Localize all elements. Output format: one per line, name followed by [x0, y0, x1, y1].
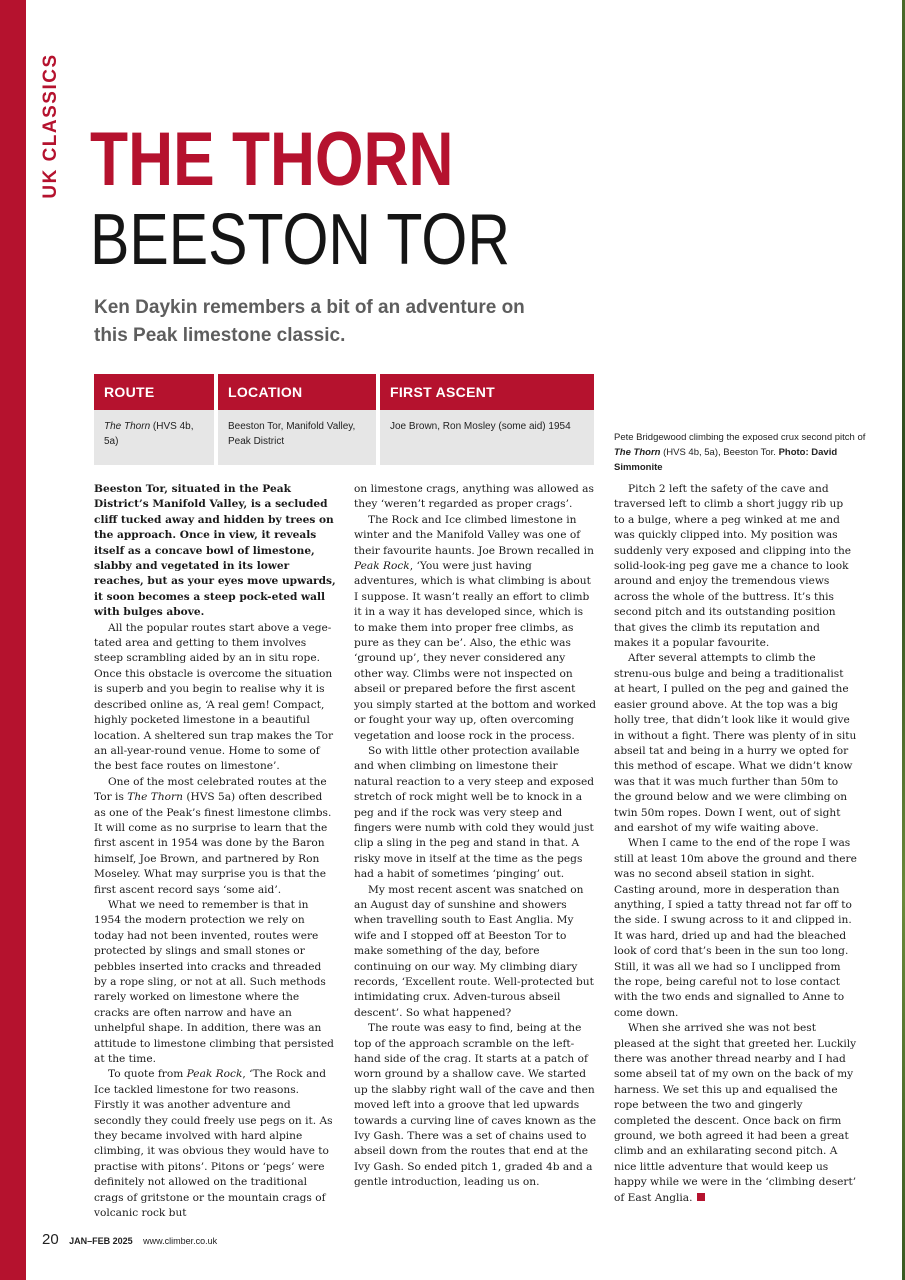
cell-route [94, 410, 214, 465]
body-paragraph: After several attempts to climb the strenu-ous bulge and being a traditionalist at heart, I pulled on the peg and gained the easier ground above. At the top was a big holly tree, that didn’t look like it would give in without a fight. There was plenty of in situ abseil tat and being in a hurry we opted for this method of escape. What we didn’t know was that it was much further than 50m to the ground below and we were climbing on twin 50m ropes. Down I went, out of sight and earshot of my wife waiting above. [614, 652, 857, 834]
body-paragraph: When I came to the end of the rope I was still at least 10m above the ground and there was no second abseil station in sight. Casting around, more in desperation than anything, I spied a tatty thread not far off to the side. I swung across to it and clipped in. It was hard, dried up and had the bleached look of cord that’s been in the sun too long. Still, it was all we had so I unclipped from the rope, being careful not to lose contact with the two ends and signalled to Anne to come down. [614, 837, 857, 1019]
body-column-2 [354, 482, 597, 1191]
section-label: UK CLASSICS [40, 53, 61, 199]
body-column-1 [94, 482, 337, 1222]
website-url: www.climber.co.uk [143, 1236, 218, 1246]
body-paragraph: on limestone crags, anything was allowed as they ‘weren’t regarded as proper crags’. [354, 483, 594, 511]
cell-first-ascent: Joe Brown, Ron Mosley (some aid) 1954 [380, 410, 594, 465]
body-paragraph: The Rock and Ice climbed limestone in winter and the Manifold Valley was one of their favourite haunts. Joe Brown recalled in Peak Rock, ‘You were just having adventures, which is what climbing is about I suppose. It wasn’t really an effort to climb it in a way it has developed since, which is to make them into proper free climbs, as pure as they can be’. Also, the ethic was ‘ground up’, they never considered any other way. Climbs were not inspected on abseil or prepared before the first ascent you simply started at the bottom and worked or fought your way up, often overcoming vegetation and loose rock in the process. [354, 513, 597, 742]
body-column-3 [614, 482, 857, 1206]
body-paragraph: All the popular routes start above a vege-tated area and getting to them involves steep scrambling aided by an in situ rope. Once this obstacle is overcome the situation is superb and you begin to realise why it is described online as, ‘A real gem! Compact, highly pocketed limestone in a beautiful location. A sheltered sun trap makes the Tor an all-year-round venue. Home to some of the best face routes on limestone’. [94, 621, 334, 773]
header-location: LOCATION [218, 374, 376, 410]
end-mark-icon [697, 1193, 705, 1201]
cell-location: Beeston Tor, Manifold Valley, Peak District [218, 410, 376, 465]
body-paragraph: My most recent ascent was snatched on an August day of sunshine and showers when travelling south to East Anglia. My wife and I stopped off at Beeston Tor to make something of the day, before continuing on our way. My climbing diary records, ‘Excellent route. Well-protected but intimidating crux. Adven-turous abseil descent’. So what happened? [354, 883, 594, 1019]
issue-date: JAN–FEB 2025 [69, 1236, 133, 1246]
section-color-bar [0, 0, 26, 1280]
body-paragraph: What we need to remember is that in 1954 the modern protection we rely on today had not been invented, routes were protected by slings and small stones or pebbles inserted into cracks and threaded by a rope sling, or not at all. Such methods rarely worked on limestone where the cracks are often narrow and have an unhelpful shape. In addition, there was an attitude to limestone climbing that persisted at the time. [94, 898, 334, 1066]
standfirst: Ken Daykin remembers a bit of an adventure on this Peak limestone classic. [94, 297, 525, 346]
body-paragraph: The route was easy to find, being at the top of the approach scramble on the left-hand side of the crag. It starts at a patch of worn ground by a shallow cave. We started up the slabby right wall of the cave and then moved left into a groove that led upwards towards a curving line of caves known as the Ivy Gash. There was a set of chains used to abseil down from the routes that end at the Ivy Gash. So ended pitch 1, graded 4b and a gentle introduction, leading us on. [354, 1022, 597, 1189]
body-paragraph: So with little other protection available and when climbing on limestone their natural reaction to a very steep and exposed stretch of rock might well be to knock in a peg and if the rock was very steep and fingers were numb with cold they would just clip a sling in the peg and stand in that. A risky move in itself at the time as the pegs had a habit of sometimes ‘pinging’ out. [354, 744, 595, 881]
caption-lead: Pete Bridgewood climbing the exposed crux second pitch of [614, 432, 866, 443]
body-paragraph: Pitch 2 left the safety of the cave and traversed left to climb a short juggy rib up to a bulge, where a peg winked at me and was quickly clipped into. My position was suddenly very exposed and clipping into the solid-look-ing peg gave me a chance to look around and enjoy the tremendous views across the whole of the buttress. It’s this second pitch and its outstanding position that gives the climb its reputation and makes it a popular favourite. [614, 483, 852, 650]
body-paragraph: To quote from Peak Rock, ‘The Rock and Ice tackled limestone for two reasons. Firstly it was another adventure and secondly they could freely use pegs on it. As they became involved with hard alpine climbing, it was obvious they would have to practise with pitons’. Pitons or ‘pegs’ were definitely not allowed on the traditional crags of gritstone or the mountain crags of volcanic rock but [94, 1068, 333, 1220]
header-first-ascent: FIRST ASCENT [380, 374, 594, 410]
article-title: THE THORN [90, 117, 454, 202]
page-footer [42, 1231, 217, 1249]
page-number: 20 [42, 1231, 59, 1248]
photo-caption [614, 430, 884, 475]
route-name-inline: The Thorn [127, 791, 183, 804]
book-title-inline: Peak Rock [354, 560, 410, 573]
article-subtitle: BEESTON TOR [90, 200, 510, 280]
route-info-header-row [94, 374, 594, 410]
caption-rest: (HVS 4b, 5a), Beeston Tor. [663, 447, 776, 458]
route-grade: (HVS 4b, 5a) [104, 421, 194, 447]
body-paragraph: When she arrived she was not best pleased at the sight that greeted her. Luckily there was another thread nearby and I had some abseil tat of my own on the back of my harness. We set this up and equalised the rope between the two and gingerly completed the descent. Once back on firm ground, we both agreed it had been a great climb and an exhilarating second pitch. A nice little adventure that would keep us happy while we were in the ‘climbing desert’ of East Anglia. [614, 1022, 857, 1204]
caption-route: The Thorn [614, 447, 661, 458]
body-paragraph: One of the most celebrated routes at the Tor is The Thorn (HVS 5a) often described as one of the Peak’s finest limestone climbs. It will come as no surprise to learn that the first ascent in 1954 was done by the Baron himself, Joe Brown, and partnered by Ron Moseley. What may surprise you is that the first ascent record says ‘some aid’. [94, 775, 332, 896]
book-title-inline: Peak Rock [186, 1068, 243, 1081]
route-info-value-row [94, 410, 594, 465]
lead-paragraph: Beeston Tor, situated in the Peak District’s Manifold Valley, is a secluded cliff tucked away and hidden by trees on the approach. Once in view, it reveals itself as a concave bowl of limestone, slabby and vegetated in its lower reaches, but as your eyes move upwards, it soon becomes a steep pock-eted wall with bulges above. [94, 483, 336, 619]
route-name: The Thorn [104, 421, 151, 432]
route-info-table [90, 374, 598, 465]
caption-credit: Photo: David Simmonite [614, 447, 838, 473]
header-route: ROUTE [94, 374, 214, 410]
